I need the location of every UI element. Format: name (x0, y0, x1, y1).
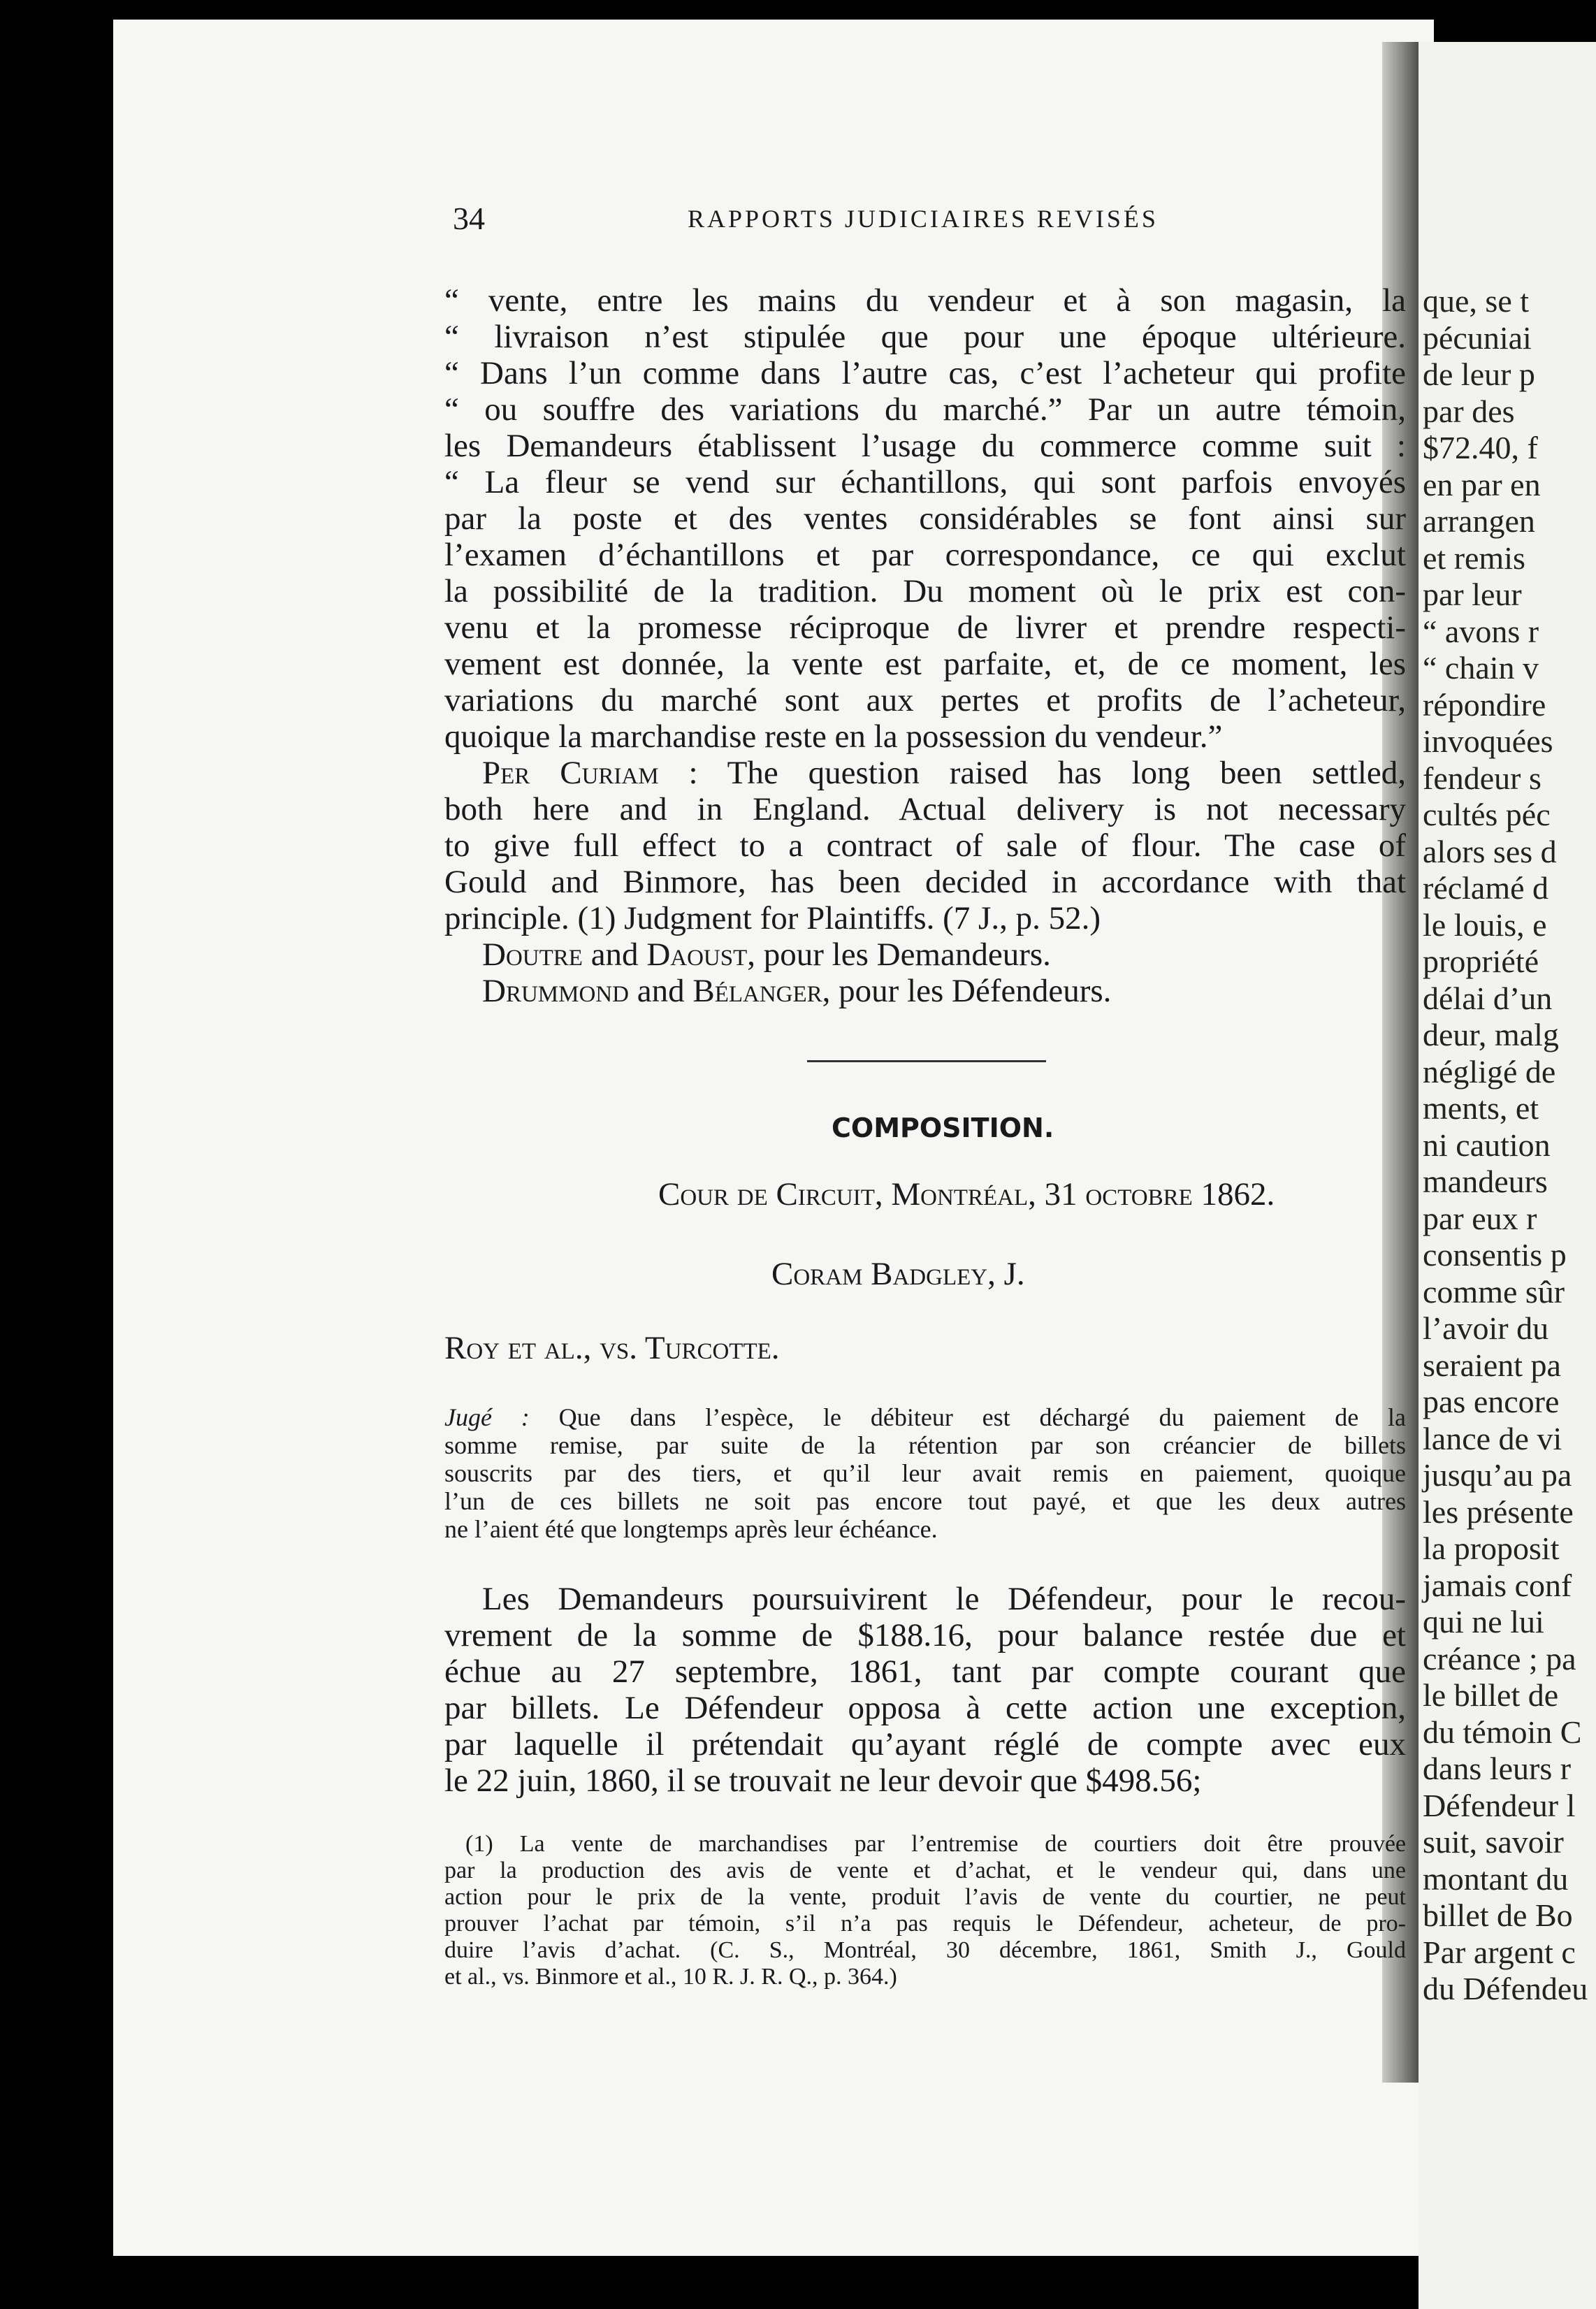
juge-summary: Jugé : Que dans l’espèce, le débiteur est déchargé du paiement de la somme remise, par suite de la rétention par son créancier de billets souscrits par des tiers, et qu’il leur avait remis en paiement, quoique l’un de ces billets ne soit pas encore tout payé, et que les deux autres ne l’aient été que longtemps après leur échéance. (444, 1403, 1406, 1543)
right-page-line: deur, malg (1423, 1017, 1559, 1052)
right-page-line: Par argent c (1423, 1934, 1576, 1970)
body-line: Les Demandeurs poursuivirent le Défendeur, pour le recou- (482, 1581, 1406, 1617)
right-page-line: jamais conf (1423, 1567, 1572, 1603)
right-page-text (1423, 283, 1588, 2008)
right-page-line: du témoin C (1423, 1714, 1582, 1750)
counsel-list (444, 936, 1406, 1009)
body-line: le 22 juin, 1860, il se trouvait ne leur devoir que $498.56; (444, 1762, 1202, 1799)
opening-line: la possibilité de la tradition. Du moment où le prix est con- (444, 573, 1406, 609)
opening-line: venu et la promesse réciproque de livrer et prendre respecti- (444, 609, 1406, 646)
body-line: par billets. Le Défendeur opposa à cette action une exception, (444, 1690, 1406, 1726)
right-page-line: que, se t (1423, 283, 1530, 319)
opening-line: “ ou souffre des variations du marché.” Par un autre témoin, (444, 391, 1406, 428)
coram-line: Coram Badgley, J. (771, 1256, 1025, 1292)
counsel-defendants: Drummond and Bélanger, pour les Défendeurs. (482, 973, 1112, 1009)
body-line: par laquelle il prétendait qu’ayant réglé de compte avec eux (444, 1726, 1406, 1762)
right-page-line: négligé de (1423, 1053, 1556, 1090)
right-page-line: par des (1423, 393, 1515, 429)
right-page-line: seraient pa (1423, 1347, 1561, 1383)
footnote-line: duire l’avis d’achat. (C. S., Montréal, 30 décembre, 1861, Smith J., Gould (444, 1937, 1406, 1963)
right-page-line: billet de Bo (1423, 1897, 1573, 1933)
right-page-line: Défendeur l (1423, 1787, 1576, 1823)
right-page-line: arrangen (1423, 503, 1535, 539)
right-page-line: montant du (1423, 1860, 1569, 1897)
right-page-line: fendeur s (1423, 760, 1541, 796)
running-title: RAPPORTS JUDICIAIRES REVISÉS (688, 205, 1159, 233)
right-page-line: par eux r (1423, 1200, 1537, 1236)
footnote-line: et al., vs. Binmore et al., 10 R. J. R. Q., p. 364.) (444, 1964, 897, 1990)
right-page-line: réclamé d (1423, 870, 1549, 906)
parties-line: Roy et al., vs. Turcotte. (444, 1330, 780, 1366)
right-page-line: du Défendeu (1423, 1971, 1588, 2006)
right-page-line: comme sûr (1423, 1273, 1565, 1310)
footnote (444, 1831, 1406, 1990)
page-number: 34 (453, 201, 485, 236)
footnote-line: par la production des avis de vente et d’achat, et le vendeur qui, dans une (444, 1858, 1406, 1883)
footnote-line: prouver l’achat par témoin, s’il n’a pas requis le Défendeur, acheteur, de pro- (444, 1911, 1406, 1937)
right-page-line: jusqu’au pa (1423, 1457, 1572, 1493)
case-title: COMPOSITION. (832, 1113, 1054, 1143)
opening-line: l’examen d’échantillons et par correspondance, ce qui exclut (444, 537, 1406, 573)
right-page-line: cultés péc (1423, 797, 1551, 832)
right-page-line: par leur (1423, 577, 1522, 612)
body-line: vrement de la somme de $188.16, pour balance restée due et (444, 1617, 1406, 1653)
right-page-line: propriété (1423, 943, 1539, 979)
section-divider (807, 1060, 1046, 1062)
right-page-line: alors ses d (1423, 833, 1557, 869)
juge-label: Jugé : (444, 1403, 530, 1431)
right-page-line: le billet de (1423, 1677, 1559, 1713)
right-page-line: “ chain v (1423, 650, 1539, 686)
per-curiam-paragraph: Per Curiam : The question raised has long been settled, both here and in England. Actual delivery is not necessary to give full effect to a contract of sale of flour. The case of Gould and Binmore, has been decided in accordance with that principle. (1) Judgment for Plaintiffs. (7 J., p. 52.) (444, 755, 1406, 936)
right-page-line: créance ; pa (1423, 1640, 1576, 1677)
opening-line: quoique la marchandise reste en la possession du vendeur.” (444, 718, 1223, 755)
opening-line: par la poste et des ventes considérables se font ainsi sur (444, 500, 1406, 537)
right-page-line: $72.40, f (1423, 430, 1538, 465)
right-page-line: la proposit (1423, 1530, 1560, 1566)
right-page-line: mandeurs (1423, 1164, 1548, 1199)
right-page-line: en par en (1423, 466, 1541, 502)
footnote-line: action pour le prix de la vente, produit l’avis de vente du courtier, ne peut (444, 1884, 1406, 1910)
right-page-line: invoquées (1423, 723, 1553, 759)
right-page-line: lance de vi (1423, 1420, 1562, 1456)
right-page-line: répondire (1423, 686, 1546, 723)
right-page-line: qui ne lui (1423, 1604, 1544, 1640)
right-page-line: de leur p (1423, 356, 1535, 392)
body-line: échue au 27 septembre, 1861, tant par compte courant que (444, 1653, 1406, 1690)
footnote-line: (1) La vente de marchandises par l’entremise de courtiers doit être prouvée (465, 1831, 1406, 1857)
right-page-line: et remis (1423, 540, 1525, 576)
right-page-line: ni caution (1423, 1127, 1551, 1163)
right-page-line: “ avons r (1423, 613, 1539, 649)
opening-paragraph (444, 282, 1406, 755)
right-page-line: pécuniai (1423, 319, 1532, 356)
right-page-line: suit, savoir (1423, 1824, 1564, 1860)
body-paragraph (444, 1581, 1406, 1799)
right-page-line: consentis p (1423, 1237, 1567, 1273)
right-page-line: délai d’un (1423, 980, 1553, 1016)
right-page-line: ments, et (1423, 1090, 1539, 1126)
opening-line: les Demandeurs établissent l’usage du commerce comme suit : (444, 428, 1406, 464)
opening-line: “ Dans l’un comme dans l’autre cas, c’est l’acheteur qui profite (444, 355, 1406, 391)
per-curiam-first-line: Per Curiam : The question raised has long been settled, (482, 755, 1406, 791)
right-page-line: l’avoir du (1423, 1310, 1549, 1346)
right-page-line: pas encore (1423, 1384, 1560, 1419)
per-curiam-label: Per Curiam : (482, 755, 698, 791)
opening-line: variations du marché sont aux pertes et profits de l’acheteur, (444, 682, 1406, 718)
court-line: Cour de Circuit, Montréal, 31 octobre 1862. (658, 1176, 1275, 1213)
counsel-plaintiffs: Doutre and Daoust, pour les Demandeurs. (482, 936, 1051, 973)
opening-line: “ La fleur se vend sur échantillons, qui sont parfois envoyés (444, 464, 1406, 500)
opening-line: vement est donnée, la vente est parfaite, et, de ce moment, les (444, 646, 1406, 682)
opening-line: “ livraison n’est stipulée que pour une époque ultérieure. (444, 319, 1406, 355)
right-page-line: dans leurs r (1423, 1751, 1572, 1786)
right-page-line: le louis, e (1423, 906, 1547, 943)
right-page-line: les présente (1423, 1493, 1574, 1530)
opening-line: “ vente, entre les mains du vendeur et à son magasin, la (444, 282, 1406, 319)
